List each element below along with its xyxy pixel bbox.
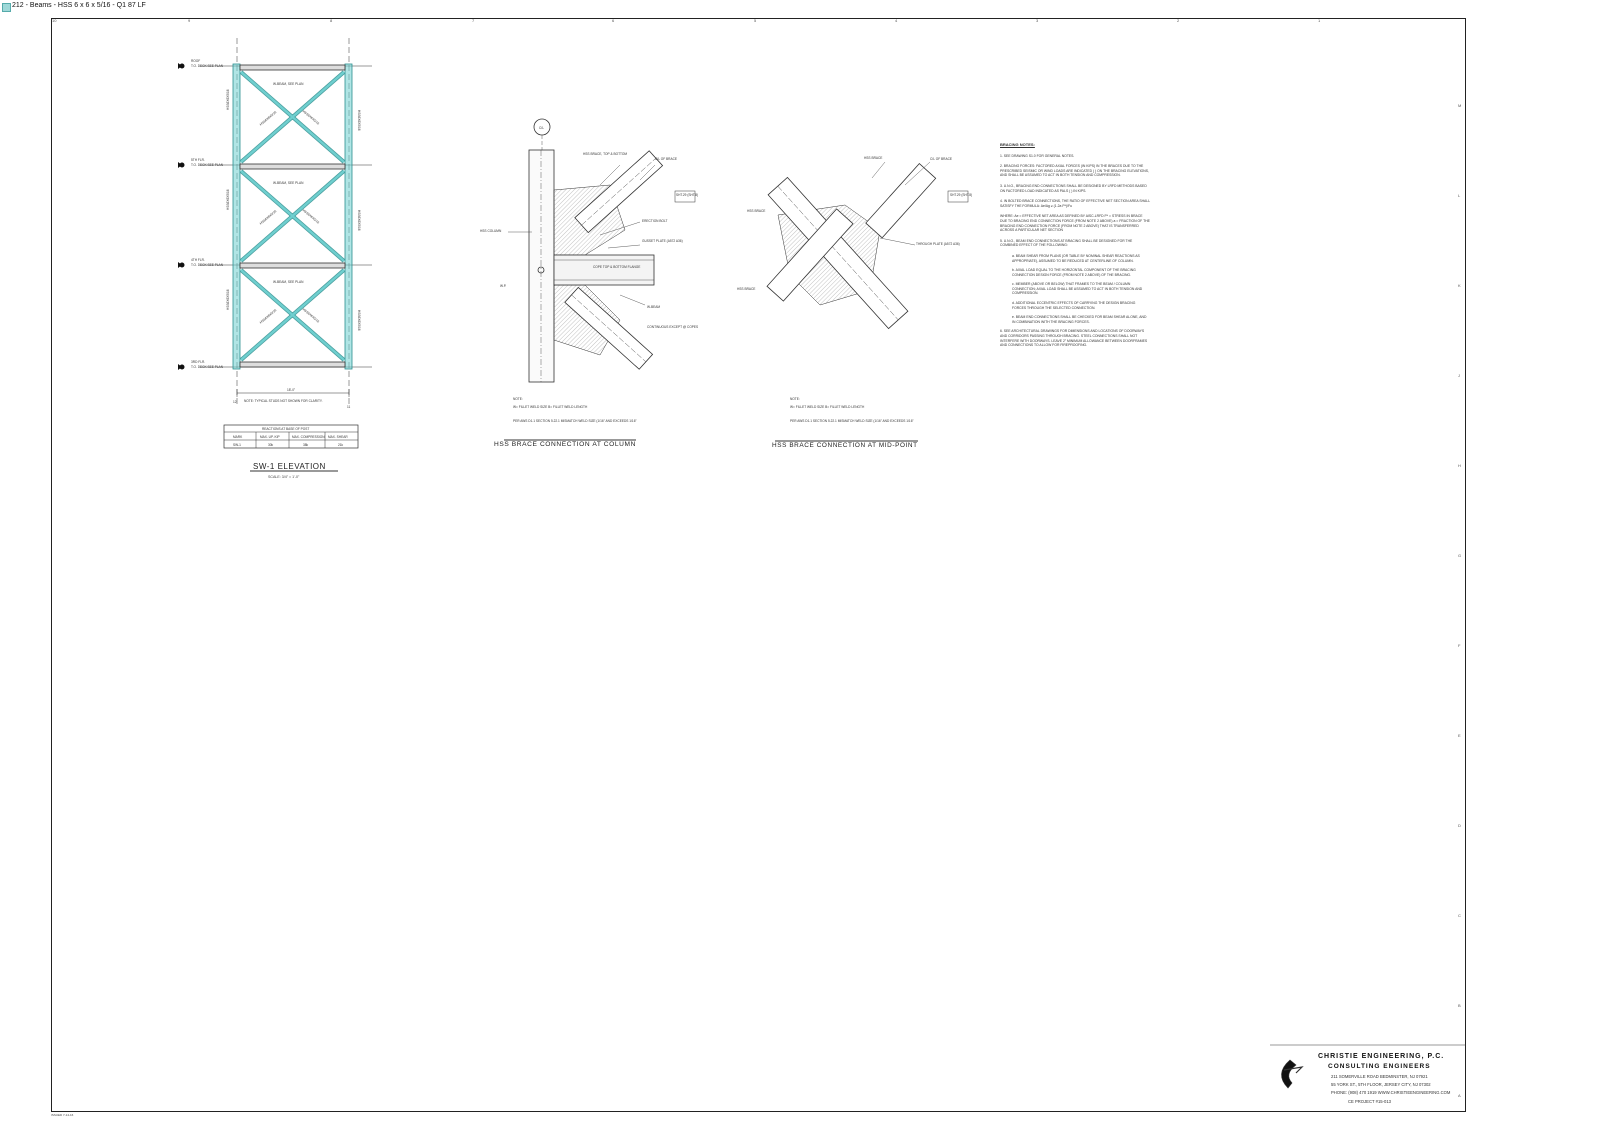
column-label: HSS6X6X5/16: [357, 210, 361, 231]
detail-label: HSS BRACE: [747, 209, 766, 213]
grid-bubble-label: 11: [347, 405, 351, 409]
column-label: HSS6X6X5/16: [357, 110, 361, 131]
grid-label-right: F: [1458, 643, 1461, 648]
detail-label: HSS BRACE: [737, 287, 756, 291]
notes-heading: NOTE:: [790, 397, 800, 401]
detail-title: HSS BRACE CONNECTION AT COLUMN: [494, 441, 636, 448]
table-header: MAX. COMPRESSION: [292, 435, 325, 439]
column-label: HSS6X6X5/16: [357, 310, 361, 331]
grid-label-right: J: [1458, 373, 1460, 378]
grid-label-right: B: [1458, 1003, 1461, 1008]
column-label: HSS6X6X5/16: [226, 289, 230, 310]
notes-heading: NOTE:: [513, 397, 523, 401]
table-header: MAX. UP. KIP: [260, 435, 280, 439]
bracing-note: 6. SEE ARCHITECTURAL DRAWINGS FOR DIMENSIONS AND LOCATIONS OF DOORWAYS AND CORRIDORS PASSING THROUGH BRACING. STEEL CONNECTIONS SHALL NOT INTERFERE WITH DOORWAYS. LEAVE 2" MINIMUM ALLOWANCE BETWEEN DOORFRAMES AND CONNECTIONS TO ALLOW FOR FIREPROOFING.: [1000, 329, 1148, 348]
callout-label: SHT.29 (SHT.8): [950, 193, 973, 197]
level-name: 3RD FLR.: [191, 360, 206, 364]
bracing-note: 5. U.N.O., BEAM END CONNECTIONS AT BRACING SHALL BE DESIGNED FOR THE COMBINED EFFECT OF THE FOLLOWING:: [1000, 238, 1133, 248]
brace-label: HSS6X6X5/16: [301, 208, 321, 225]
grid-label-right: G: [1458, 553, 1462, 558]
bracing-subnote: e. BEAM END CONNECTIONS SHALL BE CHECKED FOR BEAM SHEAR ALONE, AND IN COMBINATION WITH THE BRACING FORCES.: [1012, 315, 1147, 324]
detail-label: COPE TOP & BOTTOM FLANGE: [593, 265, 641, 269]
grid-label-top: 9: [188, 18, 191, 23]
firm-address: 211 SOMERVILLE ROAD BEDMINSTER, NJ 07921: [1331, 1074, 1428, 1079]
detail-label: HSS BRACE: [864, 156, 883, 160]
grid-label-top: 5: [754, 18, 757, 23]
issue-note: ISSUED 7-14-16: [51, 1113, 74, 1117]
grid-label-top: 1: [1318, 18, 1321, 23]
detail-label: C/L OF BRACE: [655, 157, 678, 161]
grid-label-top: 10: [52, 18, 57, 23]
brace-label: HSS6X6X5/16: [258, 308, 278, 325]
firm-phone: PHONE: (908) 470 1919 WWW.CHRISTIEENGINEERING.COM: [1331, 1090, 1451, 1095]
bracing-note: 1. SEE DRAWING S1.0 FOR GENERAL NOTES.: [1000, 153, 1075, 158]
bracing-note: 3. U.N.O., BRACING END CONNECTIONS SHALL BE DESIGNED BY LRFD METHODS BASED ON FACTORED LOAD INDICATED AS PALS ( ) IN KIPS.: [1000, 183, 1147, 193]
table-cell: 38k: [303, 443, 309, 447]
detail-label: HSS COLUMN: [480, 229, 502, 233]
beam-label: W-BEAM, SEE PLAN: [273, 82, 304, 86]
grid-label-top: 4: [895, 18, 898, 23]
bracing-subnote: b. AXIAL LOAD EQUAL TO THE HORIZONTAL COMPONENT OF THE BRACING CONNECTION DESIGN FORCE (FROM NOTE 2 ABOVE) OF THE BRACING.: [1012, 268, 1136, 277]
grid-label-right: A: [1458, 1093, 1461, 1098]
level-ref: T.O. DECK SEE PLAN: [191, 64, 224, 68]
elevation-note: NOTE: TYPICAL STUDS NOT SHOWN FOR CLARITY.: [244, 399, 323, 403]
elevation-title: SW-1 ELEVATION: [253, 462, 326, 471]
detail-label: HSS BRACE, TOP & BOTTOM: [583, 152, 628, 156]
table-header: MAX. SHEAR: [328, 435, 348, 439]
detail-label: C/L OF BRACE: [930, 157, 953, 161]
bracing-note: 4. IN BOLTED BRACE CONNECTIONS, THE RATIO OF EFFECTIVE NET SECTION AREA SHALL SATISFY THE FORMULA: Ae/Ag ≥ (1.2a P*)/Fu: [1000, 199, 1150, 208]
project-number: CE PROJECT #15-013: [1348, 1099, 1391, 1104]
detail-note: PER AWS D1.1 SECTION 5.22.1 MISMATCH WELD SIZE (1/16" AND EXCEEDS 1/16": [513, 419, 637, 423]
level-ref: T.O. DECK SEE PLAN: [191, 263, 224, 267]
grid-label-top: 6: [612, 18, 615, 23]
detail-column-connection: [504, 119, 695, 440]
column-label: HSS6X6X5/16: [226, 189, 230, 210]
table-cell: 21k: [338, 443, 344, 447]
firm-name: CHRISTIE ENGINEERING, P.C.: [1318, 1053, 1445, 1060]
sw1-elevation: [178, 38, 372, 471]
grid-label-right: M: [1458, 103, 1462, 108]
brace-label: HSS6X6X5/16: [258, 209, 278, 226]
grid-label-top: 7: [472, 18, 475, 23]
firm-logo-icon: [1281, 1060, 1296, 1088]
width-dimension: 18'-0": [287, 388, 296, 392]
table-title: REACTIONS AT BASE OF POST: [262, 427, 310, 431]
grid-label-right: L: [1458, 193, 1461, 198]
detail-label: W.P.: [500, 284, 507, 288]
grid-label-right: H: [1458, 463, 1461, 468]
grid-label-right: C: [1458, 913, 1461, 918]
detail-title: HSS BRACE CONNECTION AT MID-POINT: [772, 442, 918, 449]
grid-label-right: K: [1458, 283, 1461, 288]
bracing-subnote: c. MEMBER (ABOVE OR BELOW) THAT FRAMES TO THE BEAM / COLUMN CONNECTION; AXIAL LOAD SHALL BE ASSUMED TO ACT IN BOTH TENSION AND COMPRESSION.: [1012, 282, 1143, 296]
brace-label: HSS6X6X5/16: [301, 109, 321, 126]
level-name: 5TH FLR.: [191, 158, 205, 162]
table-header: MARK: [233, 435, 243, 439]
table-cell: 30k: [268, 443, 274, 447]
brace-label: HSS6X6X5/16: [258, 110, 278, 127]
grid-bubble-label: C/L: [539, 126, 544, 130]
beam-label: W-BEAM, SEE PLAN: [273, 280, 304, 284]
grid-bubble-label: 12: [233, 400, 237, 404]
grid-label-right: D: [1458, 823, 1461, 828]
column-label: HSS6X6X5/16: [226, 89, 230, 110]
table-cell: SW-1: [233, 443, 241, 447]
bracing-notes-title: BRACING NOTES:: [1000, 142, 1035, 147]
bracing-subnote: a. BEAM SHEAR FROM PLANS (OR TABLE BY NOMINAL SHEAR REACTIONS AS APPROPRIATE), ASSUMED TO BE REDUCED AT CENTERLINE OF COLUMN.: [1012, 253, 1140, 263]
bracing-subnote: d. ADDITIONAL ECCENTRIC EFFECTS OF CARRYING THE DESIGN BRACING FORCES THROUGH THE SELECTED CONNECTION.: [1012, 301, 1136, 310]
firm-subtitle: CONSULTING ENGINEERS: [1328, 1063, 1431, 1070]
firm-address: 55 YORK ST., 5TH FLOOR, JERSEY CITY, NJ 07302: [1331, 1082, 1431, 1087]
level-name: ROOF: [191, 59, 201, 63]
detail-note: W= FILLET WELD SIZE B= FILLET WELD LENGTH: [790, 405, 865, 409]
callout-label: SHT.29 (SHT.8): [676, 193, 699, 197]
detail-note: W= FILLET WELD SIZE B= FILLET WELD LENGTH: [513, 405, 588, 409]
grid-label-top: 2: [1177, 18, 1180, 23]
column-highlight: [233, 64, 240, 369]
detail-label: ERECTION BOLT: [642, 219, 668, 223]
detail-label: GUSSET PLATE (A572 A36): [642, 239, 683, 243]
detail-label: CONTINUOUS EXCEPT @ COPES: [647, 325, 699, 329]
bracing-notes: [1000, 143, 1150, 354]
level-name: 4TH FLR.: [191, 258, 205, 262]
level-ref: T.O. DECK SEE PLAN: [191, 163, 224, 167]
detail-label: THROUGH PLATE (A572 A36): [916, 242, 960, 246]
detail-note: PER AWS D1.1 SECTION 5.22.1 MISMATCH WELD SIZE (1/16" AND EXCEEDS 1/16": [790, 419, 914, 423]
elevation-scale: SCALE: 3/4" = 1'-0": [268, 475, 300, 479]
bracing-note: WHERE: Ae = EFFECTIVE NET AREA AS DEFINED BY AISC-LRFD P* = STRESS IN BRACE DUE TO BRACING END CONNECTION FORCE (FROM NOTE 2 ABOVE) a = FRACTION OF THE BRACING END CONNECTION FORCE (FROM NOTE 2 ABOVE) THAT IS TRANSFERRED ACROSS A PARTICULAR NET SECTION: [1000, 214, 1150, 233]
level-ref: T.O. DECK SEE PLAN: [191, 365, 224, 369]
detail-label: W-BEAM: [647, 305, 661, 309]
brace-label: HSS6X6X5/16: [301, 307, 321, 324]
document-tab-label[interactable]: 212 - Beams - HSS 6 x 6 x 5/16 - Q1 87 LF: [12, 2, 146, 9]
column-highlight: [345, 64, 352, 369]
beam-label: W-BEAM, SEE PLAN: [273, 181, 304, 185]
grid-label-top: 3: [1036, 18, 1039, 23]
grid-label-top: 8: [330, 18, 333, 23]
bracing-note: 2. BRACING FORCES: FACTORED AXIAL FORCES (IN KIPS) IN THE BRACES DUE TO THE PRESCRIBED SEISMIC OR WIND LOADS ARE INDICATED ( ) ON THE BRACING ELEVATIONS, AND SHALL BE ASSUMED TO ACT IN BOTH TENSION AND COMPRESSION.: [1000, 164, 1149, 178]
grid-label-right: E: [1458, 733, 1461, 738]
